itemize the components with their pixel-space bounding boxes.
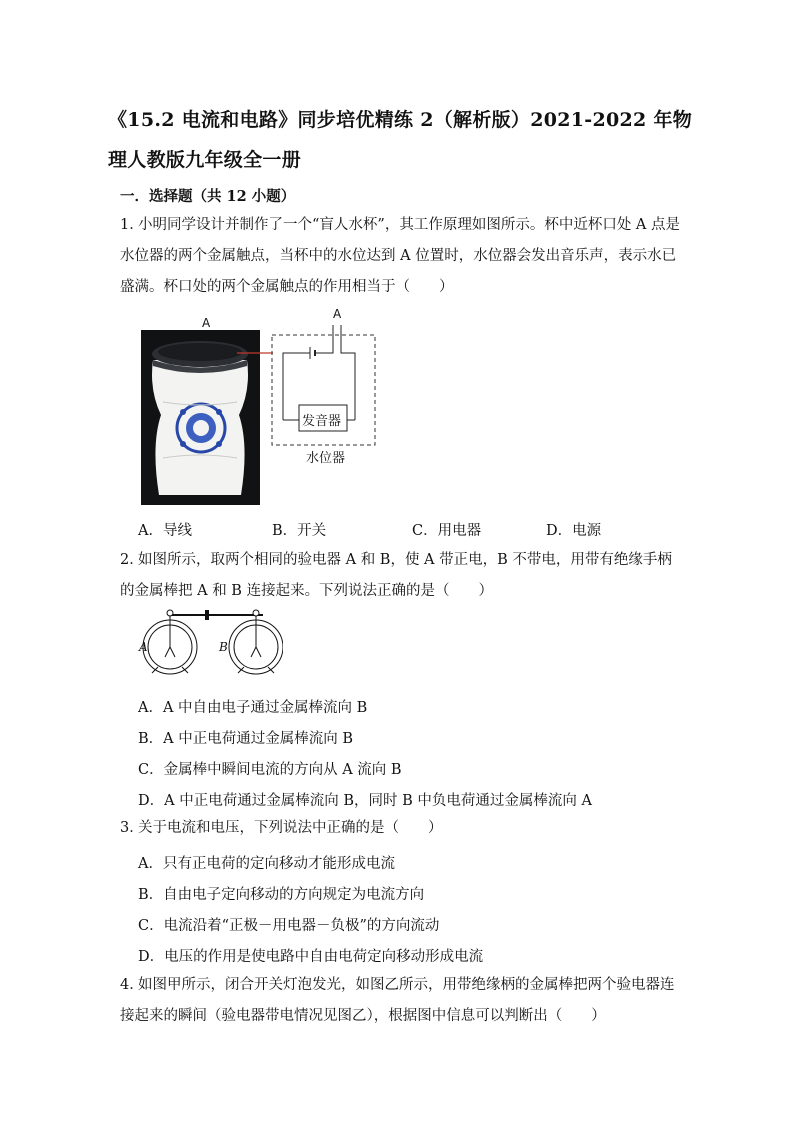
question-4 [120,970,680,1032]
question-text: 小明同学设计并制作了一个“盲人水杯”，其工作原理如图所示。杯中近杯口处 A 点是水位器的两个金属触点，当杯中的水位达到 A 位置时，水位器会发出音乐声，表示水已盛满。杯口处的两个金属触点的作用相当于（ ） [120,217,681,295]
question-text: 如图所示，取两个相同的验电器 A 和 B，使 A 带正电，B 不带电，用带有绝缘手柄的金属棒把 A 和 B 连接起来。下列说法正确的是（ ） [120,552,672,599]
question-number: 3． [120,820,144,836]
sound-device-label: 发音器 [302,414,342,429]
electroscope-a [143,616,197,674]
q2-option-a: A．A 中自由电子通过金属棒流向 B [138,700,368,716]
q1-option-a: A．导线 [138,523,192,539]
electroscope-label-b: B [219,640,228,654]
circuit-label-a: A [333,307,342,321]
electroscope-b [229,616,283,674]
question-text: 如图甲所示，闭合开关灯泡发光，如图乙所示，用带绝缘柄的金属棒把两个验电器连接起来的瞬间（验电器带电情况见图乙），根据图中信息可以判断出（ ） [120,977,675,1024]
q3-option-d: D．电压的作用是使电路中自由电荷定向移动形成电流 [138,949,484,965]
question-text: 关于电流和电压，下列说法中正确的是（ ） [138,820,443,836]
q3-option-c: C．电流沿着“正极－用电器－负极”的方向流动 [138,918,440,934]
q3-option-b: B．自由电子定向移动的方向规定为电流方向 [138,887,425,903]
question-3 [120,813,680,844]
question-number: 4． [120,977,144,993]
question-2 [120,545,680,607]
electroscope-label-a: A [139,640,148,654]
q3-option-a: A．只有正电荷的定向移动才能形成电流 [138,856,395,872]
q2-option-b: B．A 中正电荷通过金属棒流向 B [138,731,353,747]
circuit-diagram [225,305,385,475]
q1-option-c: C．用电器 [412,523,482,539]
section-heading: 一．选择题（共 12 小题） [120,188,296,205]
q1-option-b: B．开关 [272,523,327,539]
electroscope-diagram [138,605,283,685]
q2-option-c: C．金属棒中瞬间电流的方向从 A 流向 B [138,762,402,778]
q1-option-d: D．电源 [546,523,602,539]
photo-label-a: A [202,316,211,330]
question-number: 1． [120,217,144,233]
question-number: 2． [120,552,144,568]
water-level-label: 水位器 [306,451,346,466]
q2-option-d: D．A 中正电荷通过金属棒流向 B，同时 B 中负电荷通过金属棒流向 A [138,793,592,809]
question-1 [120,210,680,303]
document-title: 《15.2 电流和电路》同步培优精练 2（解析版）2021-2022 年物理人教版九年级全一册 [108,109,693,171]
